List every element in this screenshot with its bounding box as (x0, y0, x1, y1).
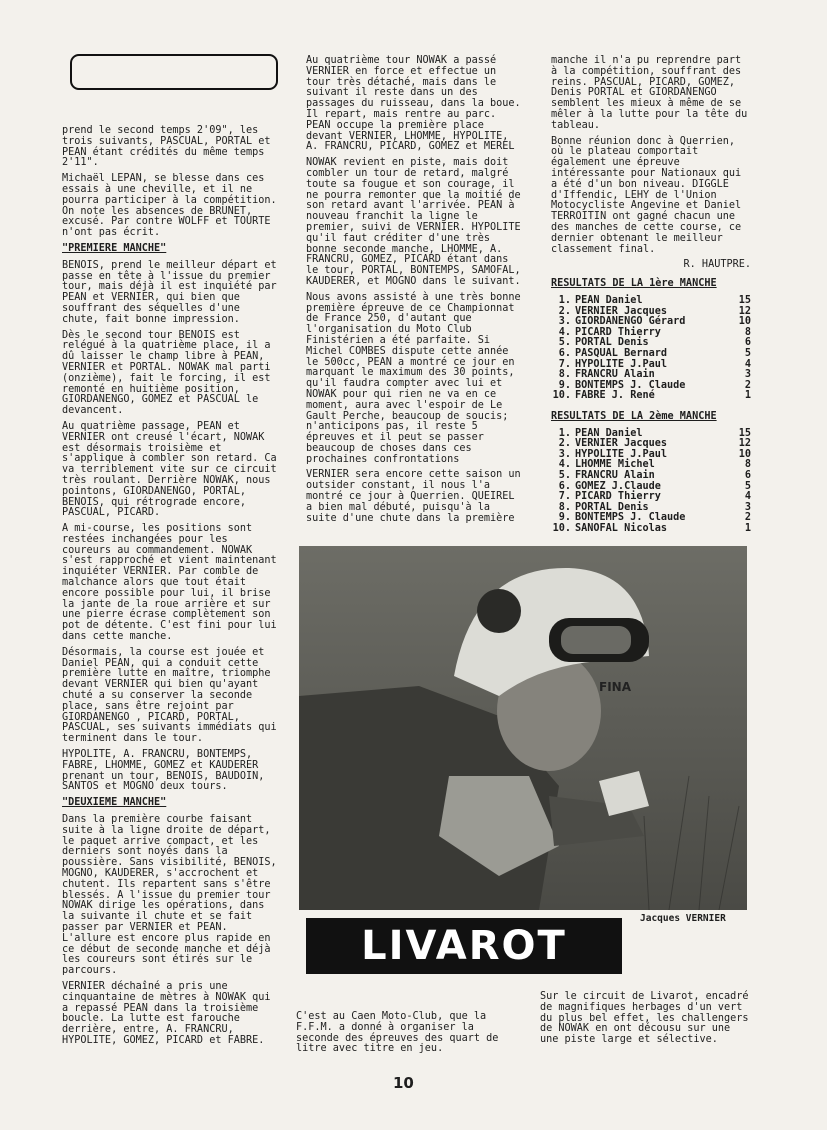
result-rank: 3. (558, 316, 571, 328)
paragraph: Dans la première courbe faisant suite à la ligne droite de départ, le paquet arrive compact, et les derniers sont noyés dans la poussière. Sans visibilité, BENOIS, MOGNO, KAUDERER, s'accrochent et chutent. Ils repartent sans s'être blessés. A l'issue du premier tour NOWAK dirige les opérations, dans la suivante il chute et se fait passer par VERNIER et PEAN. L'allure est encore plus rapide en ce début de seconde manche et déjà les coureurs sont étirés sur le parcours. (62, 814, 277, 977)
result-row (551, 524, 751, 535)
column-middle (306, 56, 524, 529)
result-name: VERNIER Jacques (575, 438, 668, 450)
result-rank: 3. (558, 448, 571, 460)
result-row (551, 391, 751, 402)
result-name: FRANCRU Alain (575, 470, 655, 482)
results-heading-1: RESULTATS DE LA 1ère MANCHE (551, 278, 717, 290)
result-name: BONTEMPS J. Claude (575, 379, 686, 391)
paragraph: Sur le circuit de Livarot, encadré de magnifiques herbages d'un vert du plus bel effet, les challengers de NOWAK en ont décousu sur une une piste large et sélective. (540, 991, 749, 1046)
result-points: 15 (738, 294, 751, 306)
result-points: 10 (738, 316, 751, 328)
helmet-text: FINA (599, 680, 631, 694)
result-points: 2 (744, 379, 751, 391)
photo-caption: Jacques VERNIER (640, 913, 726, 924)
paragraph: Nous avons assisté à une très bonne première épreuve de ce Championnat de France 250, d'autant que l'organisation du Moto Club Finistérien a été parfaite. Si Michel COMBES dispute cette année le 500cc, PEAN a montré ce jour en marquant le maximum des 30 points, qu'il faudra compter avec lui et NOWAK pour qui rien ne va en ce moment, aura avec l'espoir de Le Gault Perche, beaucoup de soucis; n'anticipons pas, il reste 5 épreuves et il peut se passer beaucoup de choses dans ces prochaines confrontations (306, 291, 521, 465)
result-points: 1 (744, 523, 751, 535)
rider-photo (299, 546, 747, 910)
results-heading-2: RESULTATS DE LA 2ème MANCHE (551, 410, 717, 422)
results-list-1 (551, 296, 751, 402)
result-name: LHOMME Michel (575, 459, 655, 471)
result-points: 6 (744, 337, 751, 349)
column-left (62, 126, 280, 1052)
paragraph: prend le second temps 2'09", les trois suivants, PASCUAL, PORTAL et PEAN étant crédités du même temps 2'11". (62, 125, 271, 169)
paragraph: VERNIER sera encore cette saison un outsider constant, il nous l'a montré ce jour à Querrien. QUEIREL a bien mal débuté, puisqu'à la suite d'une chute dans la première (306, 469, 521, 524)
paragraph: A mi-course, les positions sont restées inchangées pour les coureurs au commandement. NOWAK s'est rapproché et vient maintenant inquiéter VERNIER. Par comble de malchance alors que tout était encore possible pour lui, il brise la jante de la roue arrière et sur une pierre écrase complètement son pot de détente. C'est fini pour lui dans cette manche. (62, 523, 277, 643)
result-points: 10 (738, 448, 751, 460)
result-name: FABRE J. René (575, 390, 655, 402)
paragraph: Désormais, la course est jouée et Daniel PEAN, qui a conduit cette première lutte en maître, triomphe devant VERNIER qui bien qu'ayant chuté a su conserver la seconde place, sans être rejoint par GIORDANENGO , PICARD, PORTAL, PASCUAL, ses suivants immédiats qui terminent dans le tour. (62, 646, 277, 745)
result-points: 4 (744, 491, 751, 503)
section-heading-deuxieme-manche: "DEUXIEME MANCHE" (62, 797, 167, 809)
result-rank: 6. (558, 480, 571, 492)
result-name: HYPOLITE J.Paul (575, 448, 668, 460)
result-name: PICARD Thierry (575, 326, 661, 338)
result-row (551, 349, 751, 360)
result-row (551, 296, 751, 307)
result-rank: 2. (558, 305, 571, 317)
result-points: 1 (744, 390, 751, 402)
result-name: PASQUAL Bernard (575, 347, 668, 359)
paragraph: VERNIER déchaîné a pris une cinquantaine de mètres à NOWAK qui a repassé PEAN dans la troisième boucle. La lutte est farouche derrière, entre, A. FRANCRU, HYPOLITE, GOMEZ, PICARD et FABRE. (62, 980, 271, 1046)
result-points: 12 (738, 438, 751, 450)
column-right (551, 56, 751, 545)
result-rank: 1. (558, 427, 571, 439)
result-rank: 1. (558, 294, 571, 306)
result-name: BONTEMPS J. Claude (575, 512, 686, 524)
results-list-2 (551, 429, 751, 535)
title-box (70, 54, 278, 90)
result-points: 5 (744, 347, 751, 359)
rider-photo-illustration (299, 546, 747, 910)
result-points: 3 (744, 501, 751, 513)
section-heading-premiere-manche: "PREMIERE MANCHE" (62, 242, 167, 254)
result-rank: 6. (558, 347, 571, 359)
result-points: 15 (738, 427, 751, 439)
result-rank: 10. (552, 390, 571, 402)
paragraph: Dès le second tour BENOIS est relégué à la quatrième place, il a dû laisser le champ libre à PEAN, VERNIER et PORTAL. NOWAK mal parti (onzième), fait le forcing, il est remonté en huitième position, GIORDANENGO, GOMEZ et PASCUAL le devancent. (62, 329, 271, 417)
result-rank: 9. (558, 512, 571, 524)
result-name: PORTAL Denis (575, 501, 649, 513)
result-rank: 5. (558, 337, 571, 349)
result-rank: 9. (558, 379, 571, 391)
result-points: 2 (744, 512, 751, 524)
result-rank: 2. (558, 438, 571, 450)
result-name: PEAN Daniel (575, 294, 643, 306)
result-name: PORTAL Denis (575, 337, 649, 349)
paragraph: Au quatrième passage, PEAN et VERNIER ont creusé l'écart, NOWAK est désormais troisième et s'applique à combler son retard. Ca va terriblement vite sur ce circuit très roulant. Derrière NOWAK, nous pointons, GIORDANENGO, PORTAL, BENOIS, qui rétrograde encore, PASCUAL, PICARD. (62, 420, 277, 519)
result-name: VERNIER Jacques (575, 305, 668, 317)
paragraph: NOWAK revient en piste, mais doit combler un tour de retard, malgré toute sa fougue et son courage, il ne pourra remonter que la moitié de son retard avant l'arrivée. PEAN à nouveau franchit la ligne le premier, suivi de VERNIER. HYPOLITE qu'il faut créditer d'une très bonne seconde manche, LHOMME, A. FRANCRU, GOMEZ, PICARD étant dans le tour, PORTAL, BONTEMPS, SAMOFAL, KAUDERER, et MOGNO dans le suivant. (306, 157, 521, 287)
result-rank: 4. (558, 326, 571, 338)
result-name: PEAN Daniel (575, 427, 643, 439)
result-name: PICARD Thierry (575, 491, 661, 503)
author-signature: R. HAUTPRE. (683, 259, 751, 271)
result-points: 6 (744, 470, 751, 482)
paragraph: BENOIS, prend le meilleur départ et passe en tête à l'issue du premier tour, mais déjà il est inquiété par PEAN et VERNIER, qui bien que souffrant des séquelles d'une chute, fait bonne impression. (62, 259, 277, 325)
result-rank: 5. (558, 470, 571, 482)
paragraph: Bonne réunion donc à Querrien, où le plateau comportait également une épreuve intéressante pour Nationaux qui a été d'un bon niveau. DIGGLE d'Iffendic, LEHY de l'Union Motocycliste Angevine et Daniel TERROITIN ont gagné chacun une des manches de cette course, ce dernier obtenant le meilleur classement final. (551, 135, 742, 255)
result-name: GIORDANENGO Gérard (575, 316, 686, 328)
paragraph: manche il n'a pu reprendre part à la compétition, souffrant des reins. PASCUAL, PICARD, GOMEZ, Denis PORTAL et GIORDANENGO semblent les mieux à même de se mêler à la lutte pour la tête du tableau. (551, 55, 748, 131)
result-rank: 7. (558, 358, 571, 370)
paragraph: HYPOLITE, A. FRANCRU, BONTEMPS, FABRE, LHOMME, GOMEZ et KAUDERER prenant un tour, BENOIS, BAUDOIN, SANTOS et MOGNO deux tours. (62, 749, 265, 793)
livarot-banner: LIVAROT (306, 918, 622, 974)
result-rank: 8. (558, 501, 571, 513)
result-name: SANOFAL Nicolas (575, 523, 668, 535)
bottom-left-text (296, 1012, 516, 1060)
paragraph: Michaël LEPAN, se blesse dans ces essais à une cheville, et il ne pourra participer à la compétition. On note les absences de BRUNET, excusé. Par contre WOLFF et TOURTE n'ont pas écrit. (62, 173, 277, 239)
bottom-right-text (540, 992, 754, 1051)
result-points: 5 (744, 480, 751, 492)
result-name: FRANCRU Alain (575, 369, 655, 381)
result-rank: 4. (558, 459, 571, 471)
result-points: 4 (744, 358, 751, 370)
result-name: GOMEZ J.Claude (575, 480, 661, 492)
result-points: 3 (744, 369, 751, 381)
result-points: 8 (744, 326, 751, 338)
result-points: 8 (744, 459, 751, 471)
paragraph: Au quatrième tour NOWAK a passé VERNIER en force et effectue un tour très détaché, mais dans le suivant il reste dans un des passages du ruisseau, dans la boue. Il repart, mais rentre au parc. PEAN occupe la première place devant VERNIER, LHOMME, HYPOLITE, A. FRANCRU, PICARD, GOMEZ et MEREL (306, 55, 521, 153)
result-rank: 7. (558, 491, 571, 503)
result-points: 12 (738, 305, 751, 317)
result-rank: 10. (552, 523, 571, 535)
result-rank: 8. (558, 369, 571, 381)
page-number: 10 (393, 1074, 414, 1092)
result-name: HYPOLITE J.Paul (575, 358, 668, 370)
paragraph: C'est au Caen Moto-Club, que la F.F.M. a donné à organiser la seconde des épreuves des quart de litre avec titre en jeu. (296, 1011, 499, 1055)
